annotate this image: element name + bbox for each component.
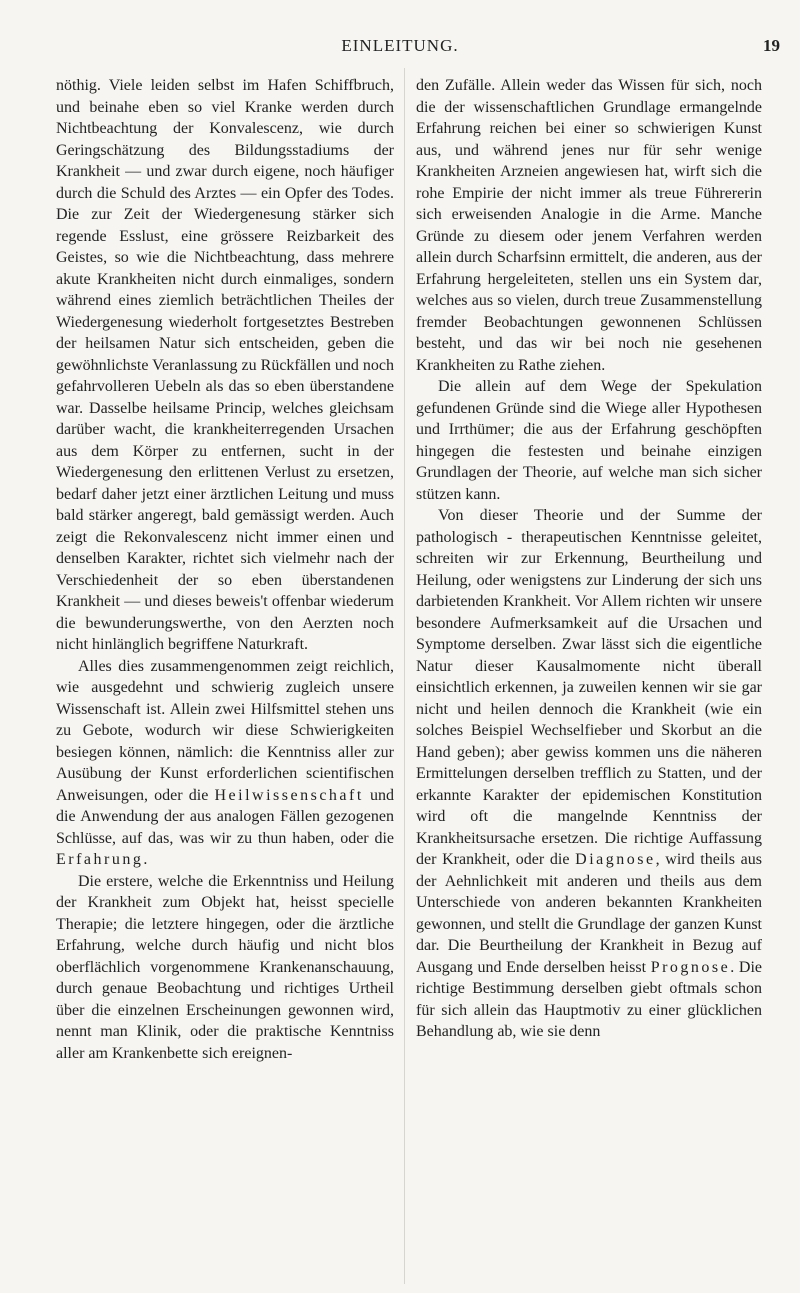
text-run: , wird theils aus der Aehnlichkeit mit anderen und theils aus dem Unterschiede von anderen bekannten Krankheiten gewonnen, und stellt die Grundlage der ganzen Kunst dar. Die Beurtheilung der Krankheit in Bezug auf Ausgang und Ende derselben heisst [416,851,762,976]
emphasis-term: Erfahrung [56,851,144,868]
running-title: EINLEITUNG. [341,36,459,55]
paragraph: nöthig. Viele leiden selbst im Hafen Schiffbruch, und beinahe eben so viel Kranke werden durch Nichtbeachtung der Konvalescenz, wie durch Geringschätzung des Bildungsstadiums der Krankheit — und zwar durch eigene, noch häufiger durch die Schuld des Arztes — ein Opfer des Todes. Die zur Zeit der Wiedergenesung stärker sich regende Esslust, eine grössere Reizbarkeit des Geistes, so wie die Nichtbeachtung, dass mehrere akute Krankheiten nicht durch einmaliges, sondern während eines ziemlich beträchtlichen Theiles der Wiedergenesung wiederholt fortgesetztes Bestreben der heilsamen Natur sich entscheiden, geben die gewöhnlichste Veranlassung zu Rückfällen und noch gefahrvolleren Uebeln als das so eben überstandene war. Dasselbe heilsame Princip, welches gleichsam darüber wacht, die krankheiterregenden Ursachen aus dem Körper zu entfernen, sucht in der Wiedergenesung den erlittenen Verlust zu ersetzen, bedarf daher jetzt einer ärztlichen Leitung und muss bald stärker angeregt, bald gemässigt werden. Auch zeigt die Rekonvalescenz nicht immer einen und denselben Karakter, richtet sich vielmehr nach der Verschiedenheit der so eben überstandenen Krankheit — und dieses beweis't offenbar wiederum die bewunderungswerthe, von den Aerzten noch nicht hinlänglich begriffene Naturkraft. [56,77,394,653]
text-run: . Die richtige Bestimmung derselben giebt oftmals schon für sich allein das Hauptmotiv zu einer glücklichen Behandlung ab, wie sie denn [416,958,762,1040]
text-run: und die Anwendung der aus analogen Fällen gezogenen Schlüsse, auf das, was wir zu thun haben, oder die [56,786,394,847]
column-divider [404,68,405,1284]
emphasis-term: Diagnose [575,851,656,868]
paragraph: Die erstere, welche die Erkenntniss und Heilung der Krankheit zum Objekt hat, heisst specielle Therapie; die letztere hingegen, oder die ärztliche Erfahrung, welche durch häufig und nicht blos oberflächlich vorgenommene Krankenanschauung, durch genaue Beobachtung und richtiges Urtheil über die einzelnen Erscheinungen gewonnen wird, nennt man Klinik, oder die praktische Kenntniss aller am Krankenbette sich ereignen- [56,872,394,1062]
paragraph [56,656,394,871]
paragraph: Die allein auf dem Wege der Spekulation gefundenen Gründe sind die Wiege aller Hypothesen und Irrthümer; die aus der Erfahrung geschöpften hingegen die festesten und beinahe einzigen Grundlagen der Theorie, auf welche man sich sicher stützen kann. [416,378,762,503]
paragraph: den Zufälle. Allein weder das Wissen für sich, noch die der wissenschaftlichen Grundlage ermangelnde Erfahrung reichen bei einer so schwierigen Kunst aus, und während jenes nur für sehr wenige Krankheiten Arzneien angewiesen hat, wirft sich die rohe Empirie der nicht immer als treue Führererin sich erweisenden Analogie in die Arme. Manche Gründe zu diesem oder jenem Verfahren werden allein durch Scharfsinn ermittelt, die anderen, aus der Erfahrung hergeleiteten, stellen uns ein System dar, welches aus so vielen, durch treue Zusammenstellung fremder Beobachtungen gewonnenen Schlüssen besteht, und das wir bei noch nie gesehenen Krankheiten zu Rathe ziehen. [416,77,762,374]
emphasis-term: Prognose [650,958,731,976]
text-run: Alles dies zusammengenommen zeigt reichlich, wie ausgedehnt und schwierig zugleich unsere Wissenschaft ist. Allein zwei Hilfsmittel stehen uns zu Gebote, wodurch wir diese Schwierigkeiten besiegen können, nämlich: die Kenntniss aller zur Ausübung der Kunst erforderlichen scientifischen Anweisungen, oder die [56,657,394,804]
emphasis-term: Heilwissenschaft [214,786,364,804]
text-run: Von dieser Theorie und der Summe der pathologisch - therapeutischen Kenntnisse geleitet, schreiten wir zur Erkennung, Beurtheilung und Heilung, oder wenigstens zur Linderung der sich uns darbietenden Krankheit. Vor Allem richten wir unsere besondere Aufmerksamkeit auf die Ursachen und Symptome derselben. Zwar lässt sich die eigentliche Natur dieser Kausalmomente nicht überall einsichtlich erkennen, ja zuweilen kennen wir sie gar nicht und heilen dennoch die Krankheit (wie ein solches Beispiel Wechselfieber und Skorbut an die Hand geben); aber gewiss kommen uns die näheren Ermittelungen derselben trefflich zu Statten, und der erkannte Karakter der epidemischen Konstitution wird oft die mangelnde Kenntniss der Krankheitsursache ersetzen. Die richtige Auffassung der Krankheit, oder die [416,507,762,868]
left-column [56,75,394,1064]
right-column [416,75,762,1043]
page-number: 19 [763,36,780,55]
page-header [0,36,800,60]
text-run: . [143,851,148,868]
paragraph [416,505,762,1043]
